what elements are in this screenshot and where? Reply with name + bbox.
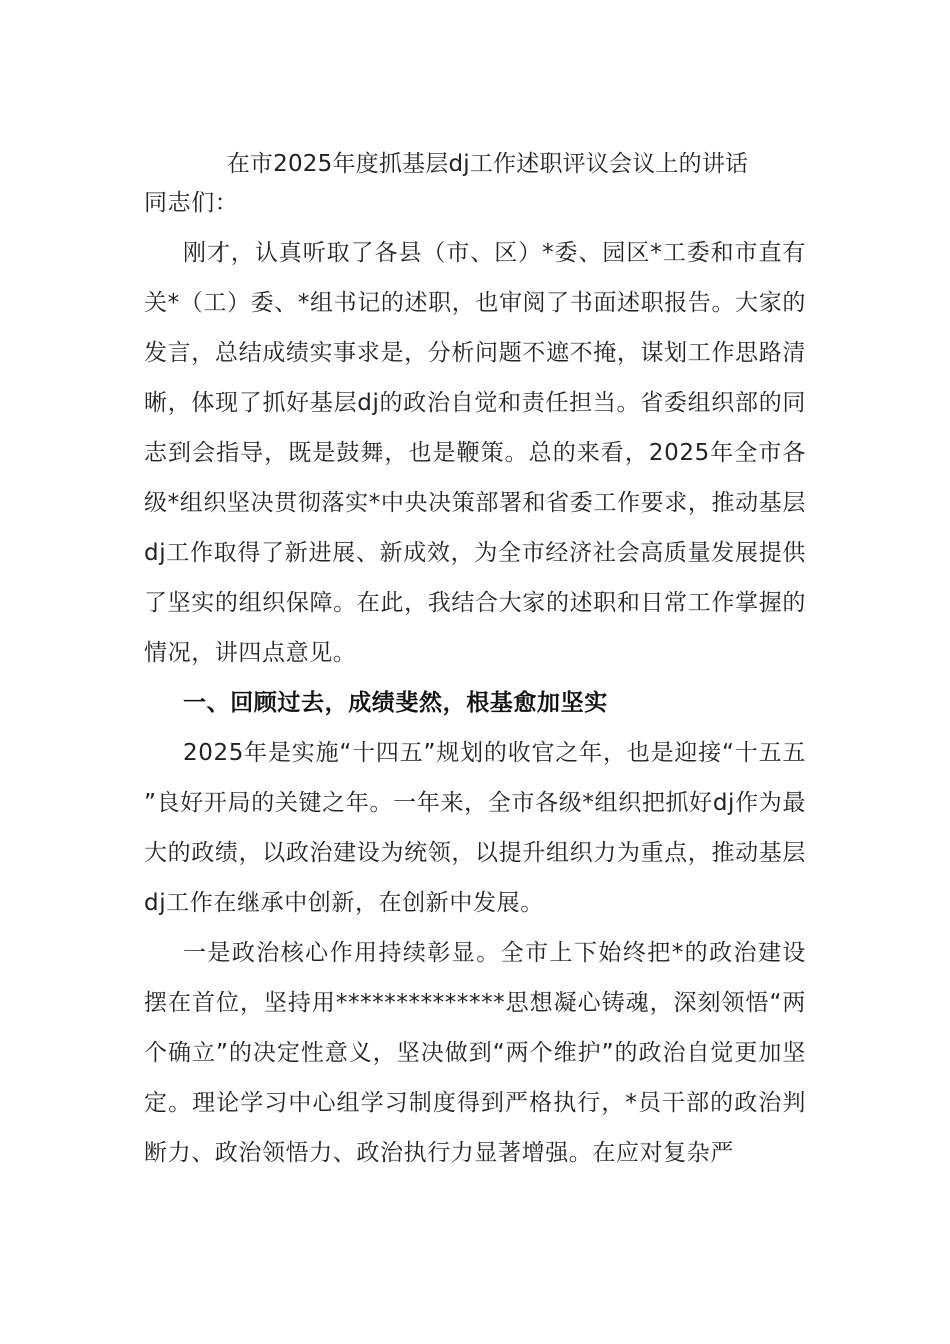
- section-heading-1: 一、回顾过去，成绩斐然，根基愈加坚实: [183, 690, 608, 716]
- body-paragraph-2: 2025年是实施“十四五”规划的收官之年，也是迎接“十五五”良好开局的关键之年。一年来，全市各级*组织把抓好dj作为最大的政绩，以政治建设为统领，以提升组织力为重点，推动基层dj工作在继承中创新，在创新中发展。: [144, 740, 806, 916]
- body-paragraph-1: 刚才，认真听取了各县（市、区）*委、园区*工委和市直有关*（工）委、*组书记的述职，也审阅了书面述职报告。大家的发言，总结成绩实事求是，分析问题不遮不掩，谋划工作思路清晰，体现了抓好基层dj的政治自觉和责任担当。省委组织部的同志到会指导，既是鼓舞，也是鞭策。总的来看，2025年全市各级*组织坚决贯彻落实*中央决策部署和省委工作要求，推动基层dj工作取得了新进展、新成效，为全市经济社会高质量发展提供了坚实的组织保障。在此，我结合大家的述职和日常工作掌握的情况，讲四点意见。: [144, 240, 806, 666]
- document-body: [144, 178, 806, 1178]
- document-title: 在市2025年度抓基层dj工作述职评议会议上的讲话: [226, 151, 749, 177]
- salutation: 同志们：: [144, 190, 239, 216]
- body-paragraph-3: 一是政治核心作用持续彰显。全市上下始终把*的政治建设摆在首位，坚持用**************思想凝心铸魂，深刻领悟“两个确立”的决定性意义，坚决做到“两个维护”的政治自觉更加坚定。理论学习中心组学习制度得到严格执行，*员干部的政治判断力、政治领悟力、政治执行力显著增强。在应对复杂严: [144, 940, 806, 1166]
